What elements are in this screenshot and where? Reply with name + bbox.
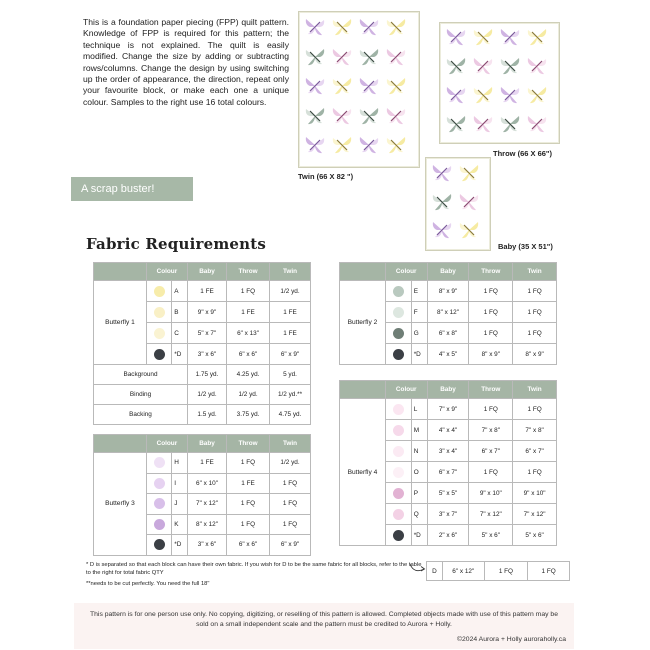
- butterfly-block: [385, 16, 407, 38]
- copyright-footer: [74, 603, 574, 649]
- header-throw: Throw: [469, 381, 513, 399]
- twin-qty: 1 FQ: [270, 494, 311, 515]
- butterfly-block: [499, 84, 521, 106]
- fabric-letter: F: [411, 302, 427, 323]
- butterfly-block: [358, 75, 380, 97]
- fabric-swatch: [385, 483, 411, 504]
- fabric-swatch: [146, 302, 171, 323]
- fabric-letter: G: [411, 323, 427, 344]
- fabric-letter: P: [411, 483, 427, 504]
- baby-qty: 7" x 12": [187, 494, 226, 515]
- scrap-buster-banner: A scrap buster!: [71, 177, 193, 201]
- header-baby: Baby: [427, 263, 469, 281]
- butterfly-block: [472, 26, 494, 48]
- throw-qty: 1 FQ: [227, 494, 270, 515]
- butterfly-block: [331, 134, 353, 156]
- twin-qty: 1 FQ: [528, 562, 570, 581]
- fabric-swatch: [385, 281, 411, 302]
- baby-qty: 8" x 12": [187, 514, 226, 535]
- baby-qty: 4" x 4": [427, 420, 469, 441]
- twin-qty: 4.75 yd.: [270, 405, 311, 425]
- baby-qty: 6" x 8": [427, 323, 469, 344]
- fabric-letter: D: [427, 562, 443, 581]
- group-label: Butterfly 3: [94, 453, 147, 556]
- butterfly-block: [331, 16, 353, 38]
- butterfly-block: [526, 84, 548, 106]
- butterfly-block: [472, 84, 494, 106]
- group-label: Butterfly 4: [340, 399, 386, 546]
- throw-qty: 1 FQ: [469, 399, 513, 420]
- butterfly-block: [445, 55, 467, 77]
- extra-label: Backing: [94, 405, 188, 425]
- fabric-letter: N: [411, 441, 427, 462]
- twin-qty: 7" x 8": [513, 420, 557, 441]
- fabric-swatch: [385, 525, 411, 546]
- throw-qty: 8" x 9": [469, 344, 513, 365]
- baby-quilt-image: [425, 157, 491, 251]
- header-throw: Throw: [469, 263, 513, 281]
- throw-qty: 1 FE: [227, 302, 270, 323]
- header-colour: Colour: [385, 263, 427, 281]
- butterfly-block: [431, 191, 453, 213]
- butterfly-3-table: [93, 434, 311, 556]
- twin-qty: 1 FQ: [270, 514, 311, 535]
- butterfly-block: [445, 26, 467, 48]
- fabric-letter: C: [172, 323, 188, 344]
- swatch-circle: [393, 530, 404, 541]
- footnote-binding: **needs to be cut perfectly. You need the full 18": [86, 581, 210, 587]
- footnote-d: * D is separated so that each block can have their own fabric. If you wish for D to be the same fabric for all blocks, refer to the table to the right for total fabric QTY: [86, 562, 422, 576]
- butterfly-block: [304, 134, 326, 156]
- butterfly-block: [472, 113, 494, 135]
- twin-qty: 1 FE: [270, 302, 311, 323]
- footer-text: This pattern is for one person use only. No copying, digitizing, or reselling of this pattern is allowed. Completed objects made with use of this pattern may be sold on a small independent scale and the pattern must be credited to Aurora + Holly.: [90, 611, 558, 628]
- header-twin: Twin: [513, 381, 557, 399]
- d-total-table: [426, 561, 570, 580]
- fabric-letter: L: [411, 399, 427, 420]
- header-throw: Throw: [227, 263, 270, 281]
- throw-qty: 1 FQ: [227, 514, 270, 535]
- baby-qty: 6" x 12": [442, 562, 484, 581]
- header-throw: Throw: [227, 435, 270, 453]
- baby-qty: 7" x 9": [427, 399, 469, 420]
- throw-qty: 9" x 10": [469, 483, 513, 504]
- fabric-letter: *D: [172, 535, 188, 556]
- twin-qty: 1 FQ: [513, 462, 557, 483]
- twin-qty: 6" x 9": [270, 344, 311, 365]
- group-label: Butterfly 2: [340, 281, 386, 365]
- baby-qty: 5" x 5": [427, 483, 469, 504]
- butterfly-block: [385, 134, 407, 156]
- twin-qty: 1 FQ: [513, 323, 557, 344]
- butterfly-block: [385, 46, 407, 68]
- butterfly-block: [526, 113, 548, 135]
- throw-qty: 7" x 8": [469, 420, 513, 441]
- throw-quilt-label: Throw (66 X 66"): [493, 149, 552, 158]
- twin-quilt-label: Twin (66 X 82 "): [298, 172, 354, 181]
- fabric-requirements-title: Fabric Requirements: [86, 235, 267, 253]
- header-blank: [340, 263, 386, 281]
- fabric-swatch: [385, 399, 411, 420]
- swatch-circle: [393, 488, 404, 499]
- throw-qty: 6" x 7": [469, 441, 513, 462]
- fabric-swatch: [146, 535, 171, 556]
- header-baby: Baby: [187, 435, 226, 453]
- header-blank: [340, 381, 386, 399]
- throw-qty: 7" x 12": [469, 504, 513, 525]
- fabric-swatch: [385, 323, 411, 344]
- twin-qty: 1 FQ: [270, 473, 311, 494]
- butterfly-block: [385, 75, 407, 97]
- throw-qty: 1 FQ: [469, 323, 513, 344]
- swatch-circle: [154, 349, 165, 360]
- throw-qty: 1 FQ: [469, 462, 513, 483]
- butterfly-block: [358, 46, 380, 68]
- header-twin: Twin: [270, 435, 311, 453]
- twin-qty: 1 FQ: [513, 399, 557, 420]
- fabric-letter: I: [172, 473, 188, 494]
- header-baby: Baby: [187, 263, 226, 281]
- butterfly-block: [304, 105, 326, 127]
- fabric-letter: E: [411, 281, 427, 302]
- extra-label: Binding: [94, 385, 188, 405]
- butterfly-block: [458, 219, 480, 241]
- header-twin: Twin: [270, 263, 311, 281]
- fabric-letter: A: [172, 281, 188, 302]
- fabric-swatch: [146, 453, 171, 474]
- header-blank: [94, 435, 147, 453]
- swatch-circle: [154, 328, 165, 339]
- header-colour: Colour: [385, 381, 427, 399]
- throw-qty: 1 FQ: [469, 281, 513, 302]
- fabric-letter: J: [172, 494, 188, 515]
- butterfly-block: [431, 219, 453, 241]
- baby-qty: 1 FE: [187, 281, 226, 302]
- swatch-circle: [154, 457, 165, 468]
- swatch-circle: [393, 307, 404, 318]
- swatch-circle: [393, 328, 404, 339]
- swatch-circle: [393, 467, 404, 478]
- fabric-swatch: [146, 494, 171, 515]
- header-baby: Baby: [427, 381, 469, 399]
- swatch-circle: [154, 286, 165, 297]
- butterfly-block: [431, 162, 453, 184]
- baby-qty: 3" x 7": [427, 504, 469, 525]
- fabric-swatch: [146, 473, 171, 494]
- butterfly-block: [385, 105, 407, 127]
- butterfly-block: [331, 75, 353, 97]
- fabric-swatch: [385, 441, 411, 462]
- fabric-swatch: [385, 302, 411, 323]
- twin-qty: 1/2 yd.: [270, 453, 311, 474]
- swatch-circle: [154, 539, 165, 550]
- baby-qty: 1/2 yd.: [187, 385, 226, 405]
- fabric-swatch: [385, 462, 411, 483]
- baby-qty: 3" x 4": [427, 441, 469, 462]
- butterfly-4-table: [339, 380, 557, 546]
- twin-qty: 1/2 yd.**: [270, 385, 311, 405]
- throw-qty: 1 FQ: [227, 281, 270, 302]
- butterfly-block: [331, 105, 353, 127]
- butterfly-block: [472, 55, 494, 77]
- twin-qty: 1/2 yd.: [270, 281, 311, 302]
- butterfly-block: [358, 105, 380, 127]
- butterfly-block: [304, 46, 326, 68]
- fabric-letter: Q: [411, 504, 427, 525]
- fabric-letter: K: [172, 514, 188, 535]
- baby-qty: 5" x 7": [187, 323, 226, 344]
- fabric-swatch: [385, 504, 411, 525]
- butterfly-block: [499, 55, 521, 77]
- swatch-circle: [393, 404, 404, 415]
- twin-qty: 5" x 6": [513, 525, 557, 546]
- baby-qty: 6" x 7": [427, 462, 469, 483]
- fabric-swatch: [385, 344, 411, 365]
- fabric-swatch: [146, 344, 171, 365]
- swatch-circle: [393, 425, 404, 436]
- fabric-swatch: [146, 514, 171, 535]
- header-blank: [94, 263, 147, 281]
- fabric-swatch: [385, 420, 411, 441]
- butterfly-block: [304, 16, 326, 38]
- throw-qty: 3.75 yd.: [227, 405, 270, 425]
- header-colour: Colour: [146, 263, 187, 281]
- throw-qty: 1/2 yd.: [227, 385, 270, 405]
- throw-qty: 1 FE: [227, 473, 270, 494]
- twin-qty: 6" x 9": [270, 535, 311, 556]
- butterfly-block: [499, 26, 521, 48]
- butterfly-block: [358, 134, 380, 156]
- fabric-letter: *D: [411, 525, 427, 546]
- header-twin: Twin: [513, 263, 557, 281]
- swatch-circle: [393, 286, 404, 297]
- throw-qty: 6" x 6": [227, 535, 270, 556]
- twin-qty: 5 yd.: [270, 365, 311, 385]
- twin-quilt-image: [298, 11, 420, 168]
- intro-paragraph: This is a foundation paper piecing (FPP) quilt pattern. Knowledge of FPP is required for this pattern; the technique is not explained. The quilt is easily modified. Change the size by adding or subtracting rows/columns. Change the design by using switching up the order of appearance, the direction, repeat only your favourite block, or make each one a unique colour. Samples to the right use 16 total colours.: [83, 17, 289, 107]
- swatch-circle: [154, 498, 165, 509]
- fabric-letter: *D: [172, 344, 188, 365]
- butterfly-block: [458, 162, 480, 184]
- baby-qty: 6" x 10": [187, 473, 226, 494]
- butterfly-2-table: [339, 262, 557, 365]
- throw-qty: 5" x 6": [469, 525, 513, 546]
- baby-qty: 9" x 9": [187, 302, 226, 323]
- baby-qty: 8" x 12": [427, 302, 469, 323]
- swatch-circle: [393, 446, 404, 457]
- butterfly-block: [526, 55, 548, 77]
- fabric-letter: H: [172, 453, 188, 474]
- curved-arrow-icon: [408, 560, 428, 576]
- twin-qty: 9" x 10": [513, 483, 557, 504]
- twin-qty: 1 FQ: [513, 281, 557, 302]
- twin-qty: 6" x 7": [513, 441, 557, 462]
- fabric-letter: O: [411, 462, 427, 483]
- fabric-letter: M: [411, 420, 427, 441]
- fabric-letter: B: [172, 302, 188, 323]
- throw-quilt-image: [439, 22, 560, 144]
- throw-qty: 6" x 13": [227, 323, 270, 344]
- header-colour: Colour: [146, 435, 187, 453]
- baby-qty: 2" x 6": [427, 525, 469, 546]
- throw-qty: 1 FQ: [227, 453, 270, 474]
- butterfly-block: [526, 26, 548, 48]
- throw-qty: 6" x 6": [227, 344, 270, 365]
- baby-qty: 3" x 6": [187, 344, 226, 365]
- throw-qty: 1 FQ: [469, 302, 513, 323]
- extra-label: Background: [94, 365, 188, 385]
- twin-qty: 1 FE: [270, 323, 311, 344]
- butterfly-block: [458, 191, 480, 213]
- twin-qty: 7" x 12": [513, 504, 557, 525]
- baby-qty: 1.5 yd.: [187, 405, 226, 425]
- swatch-circle: [154, 307, 165, 318]
- baby-qty: 1.75 yd.: [187, 365, 226, 385]
- baby-qty: 4" x 5": [427, 344, 469, 365]
- fabric-swatch: [146, 323, 171, 344]
- baby-qty: 3" x 6": [187, 535, 226, 556]
- baby-quilt-label: Baby (35 X 51"): [498, 242, 553, 251]
- twin-qty: 8" x 9": [513, 344, 557, 365]
- swatch-circle: [393, 509, 404, 520]
- throw-qty: 1 FQ: [484, 562, 528, 581]
- butterfly-1-table: [93, 262, 311, 425]
- baby-qty: 1 FE: [187, 453, 226, 474]
- footnote: [86, 561, 426, 588]
- butterfly-block: [445, 113, 467, 135]
- fabric-swatch: [146, 281, 171, 302]
- baby-qty: 8" x 9": [427, 281, 469, 302]
- butterfly-block: [304, 75, 326, 97]
- butterfly-block: [358, 16, 380, 38]
- swatch-circle: [393, 349, 404, 360]
- swatch-circle: [154, 519, 165, 530]
- fabric-letter: *D: [411, 344, 427, 365]
- butterfly-block: [499, 113, 521, 135]
- twin-qty: 1 FQ: [513, 302, 557, 323]
- footer-copyright: ©2024 Aurora + Holly auroraholly.ca: [457, 636, 566, 644]
- group-label: Butterfly 1: [94, 281, 147, 365]
- butterfly-block: [445, 84, 467, 106]
- throw-qty: 4.25 yd.: [227, 365, 270, 385]
- butterfly-block: [331, 46, 353, 68]
- swatch-circle: [154, 478, 165, 489]
